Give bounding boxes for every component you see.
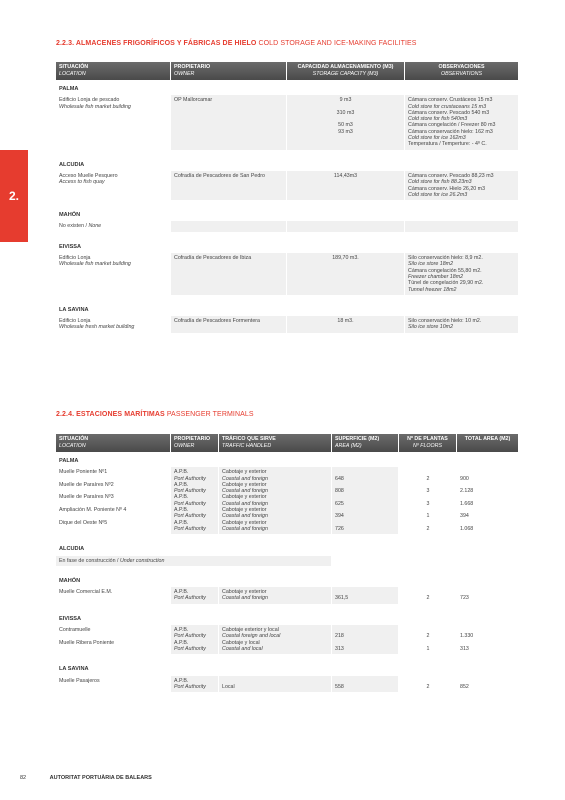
floors-cell [399,587,457,604]
text-line: Coastal and local [222,645,263,652]
text-line: Freezer chamber 18m2 [408,273,464,280]
text-line: Port Authority [174,513,206,520]
column-header-es: SUPERFICIE (M2) [335,436,380,442]
text-line: Coastal and foreign [222,513,268,520]
observations-cell [405,253,519,295]
value-line: 726 [335,525,344,532]
column-header-en: OWNER [174,443,195,449]
observations-cell [405,316,519,333]
value-line: Ampliación M. Poniente Nº 4 [59,507,127,514]
location-en: None [88,223,102,230]
text-line: Cold store for ice 26.2m3 [408,191,468,198]
area-cell [332,676,399,693]
group-row [56,610,519,625]
value-line: 189,70 m3. [332,255,359,262]
text-line: Port Authority [174,488,206,495]
value-line [59,595,168,601]
table-row [56,676,519,693]
table-header-row [56,434,519,452]
location-cell [56,316,171,333]
text-line: Cabotaje y local [222,639,260,646]
traffic-cell [219,467,332,534]
location-cell [56,676,171,693]
note-es: En fase de construcción / [59,557,119,564]
column-header [287,62,405,80]
value-line: 2 [426,683,430,690]
value-line: 361,5 [335,595,349,602]
value-line: 625 [335,500,344,507]
value-line: Muelle Comercial E.M. [59,589,113,596]
column-header-en: STORAGE CAPACITY (M3) [312,71,379,77]
column-header [219,434,332,452]
floors-cell [399,625,457,654]
capacity-cell [287,221,405,231]
text-line: Coastal and foreign [222,488,268,495]
value-line [59,684,168,690]
column-header [56,434,171,452]
text-line: Cámara conservación hielo: 162 m3 [408,128,493,135]
value-line: 313 [335,645,344,652]
location-cell [56,253,171,295]
text-line: Cabotaje y exterior [222,469,267,476]
text-line: Cold store for crustaceans 15 m3 [408,103,487,110]
value-line: 808 [335,488,344,495]
location-cell [56,95,171,149]
owner-cell [171,467,219,534]
column-header-en: LOCATION [59,71,86,77]
group-label: LA SAVINA [56,301,519,316]
text-line: Silo ice store 18m2 [408,261,454,268]
text-line: Silo conservación hielo: 8,9 m2. [408,255,483,262]
empty-cell [332,556,399,566]
page-number: 82 [20,775,27,781]
table-header-row [56,62,519,80]
column-header-es: OBSERVACIONES [438,64,485,70]
text-line: Cámara conserv. Pescado 88,23 m3 [408,172,494,179]
text-line: Cabotaje y exterior [222,589,267,596]
spacer-row [56,333,519,339]
column-header-es: CAPACIDAD ALMACENAMIENTO (M3) [297,64,394,70]
passenger-terminals-table [56,434,519,698]
table-row [56,625,519,654]
text-line: Cabotaje y exterior [222,507,267,514]
value-line: Dique del Oeste Nº5 [59,519,108,526]
section-title-passenger-terminals [56,411,254,418]
value-line: 114,43m3 [333,172,358,179]
section-title-en: PASSENGER TERMINALS [166,411,254,418]
group-label: MAHÓN [56,572,519,587]
value-line: 218 [335,633,344,640]
traffic-cell [219,676,332,693]
value-line: Muelle de Paraíres Nº2 [59,481,114,488]
text-line: Cold store for fish 88.23m3 [408,179,472,186]
location-en: Wholesale fish market building [59,261,131,268]
group-label: ALCUDIA [56,540,519,555]
text-line: A.P.B. [174,481,189,488]
group-label: LA SAVINA [56,660,519,675]
table-row [56,171,519,200]
group-row [56,301,519,316]
text-line: A.P.B. [174,589,189,596]
column-header-es: SITUACIÓN [59,64,89,70]
text-line: Coastal and foreign [222,500,268,507]
group-label: MAHÓN [56,206,519,221]
value-line: 50 m3 [338,122,353,129]
text-line: A.P.B. [174,627,189,634]
capacity-cell [287,253,405,295]
cold-storage-table [56,62,519,339]
footer-organization: AUTORITAT PORTUÀRIA DE BALEARS [49,775,152,781]
page-footer [20,775,152,781]
chapter-tab: 2. [0,150,28,242]
group-row [56,540,519,555]
section-title-cold-storage [56,40,417,47]
text-line: Cabotaje y exterior [222,481,267,488]
text-line: Cold store for ice 162m3 [408,135,466,142]
text-line: Local [222,683,235,690]
column-header-en: OWNER [174,71,195,77]
value-line: 2 [426,475,430,482]
text-line: Cold store for fish 540m3 [408,116,468,123]
empty-cell [457,556,519,566]
value-line: 723 [460,595,469,602]
traffic-cell [219,587,332,604]
text-line: Port Authority [174,500,206,507]
value-line: 852 [460,683,469,690]
text-line: Port Authority [174,525,206,532]
location-cell [56,221,171,231]
text-line: Cámara conserv. Pescado 540 m3 [408,109,490,116]
value-line: 3 [426,488,430,495]
floors-cell [399,467,457,534]
text-line: A.P.B. [174,519,189,526]
location-cell [56,587,171,604]
column-header-en: AREA (M2) [335,443,362,449]
total-area-cell [457,467,519,534]
text-line: Túnel de congelación 29,90 m2. [408,280,484,287]
value-line: 310 m3 [336,109,355,116]
location-en: Access to fish quay [59,179,105,186]
location-es: Edificio Lonja [59,318,91,325]
text-line: Coastal and foreign [222,475,268,482]
capacity-cell [287,95,405,149]
group-row [56,206,519,221]
total-area-cell [457,676,519,693]
value-line: 93 m3 [338,128,353,135]
value-line: Muelle Ribera Poniente [59,639,115,646]
text-line: Coastal and foreign [222,525,268,532]
text-line: Port Authority [174,633,206,640]
location-cell [56,467,171,534]
table-row [56,316,519,333]
value-line: Muelle Poniente Nº1 [59,469,108,476]
value-line: 18 m3. [337,318,354,325]
value-line [59,526,168,532]
total-area-cell [457,625,519,654]
area-cell [332,467,399,534]
owner-cell [171,221,287,231]
group-row [56,452,519,467]
value-line: 9 m3 [339,97,352,104]
table-row [56,587,519,604]
value-line: 2 [426,525,430,532]
observations-cell [405,171,519,200]
column-header-en: Nº FLOORS [412,443,442,449]
column-header-en: TRAFFIC HANDLED [222,443,272,449]
text-line: Coastal and foreign [222,595,268,602]
text-line: Cámara conserv. Crustáceos 15 m3 [408,97,493,104]
value-line [59,646,168,652]
value-line: 394 [460,513,469,520]
value-line: 2 [426,595,430,602]
column-header-es: PROPIETARIO [174,436,211,442]
column-header [171,62,287,80]
text-line: Tunnel freezer 18m2 [408,286,457,293]
value-line: 1 [426,645,430,652]
text-line: Silo ice store 10m2 [408,324,454,331]
observations-cell [405,221,519,231]
owner-cell: Cofradía de Pescadores de San Pedro [171,171,287,200]
column-header-es: PROPIETARIO [174,64,211,70]
text-line: A.P.B. [174,639,189,646]
empty-cell [399,556,457,566]
owner-cell [171,676,219,693]
text-line: A.P.B. [174,494,189,501]
text-line: Cabotaje y exterior [222,494,267,501]
group-row [56,572,519,587]
text-line: A.P.B. [174,469,189,476]
value-line: 1.068 [460,525,474,532]
value-line: Contramuelle [59,627,91,634]
column-header [332,434,399,452]
section-title-es: 2.2.3. ALMACENES FRIGORÍFICOS Y FÁBRICAS DE HIELO [56,40,257,47]
column-header [56,62,171,80]
table-row [56,467,519,534]
value-line: 1.330 [460,633,474,640]
group-row [56,156,519,171]
location-en: Wholesale fresh market building [59,324,135,331]
capacity-cell [287,171,405,200]
text-line: Port Authority [174,683,206,690]
group-label: EIVISSA [56,610,519,625]
owner-cell [171,625,219,654]
column-header-es: TRÁFICO QUE SIRVE [222,436,276,442]
text-line: Silo conservación hielo: 10 m2. [408,318,482,325]
text-line: Coastal foreign and local [222,633,281,640]
text-line: Cabotaje exterior y local [222,627,279,634]
column-header [405,62,519,80]
table-row [56,556,519,566]
value-line: 2 [426,633,430,640]
column-header-es: TOTAL AREA (M2) [464,436,511,442]
section-title-en: COLD STORAGE AND ICE-MAKING FACILITIES [258,40,417,47]
traffic-cell [219,625,332,654]
location-es: Edificio Lonja [59,255,91,262]
table-row [56,221,519,231]
value-line: 1.668 [460,500,474,507]
text-line: Port Authority [174,645,206,652]
value-line: 3 [426,500,430,507]
table-row [56,253,519,295]
group-label: PALMA [56,452,519,467]
owner-cell: Cofradía de Pescadores Formentera [171,316,287,333]
text-line: A.P.B. [174,507,189,514]
text-line: A.P.B. [174,677,189,684]
owner-cell: Cofradía de Pescadores de Ibiza [171,253,287,295]
owner-cell [171,587,219,604]
location-cell [56,625,171,654]
value-line: 2.128 [460,488,474,495]
location-es: Edificio Lonja de pescado [59,97,120,104]
value-line: Muelle de Paraíres Nº3 [59,494,114,501]
text-line: Cabotaje y exterior [222,519,267,526]
text-line: Port Authority [174,595,206,602]
area-cell [332,625,399,654]
group-row [56,80,519,95]
group-row [56,238,519,253]
location-en: Wholesale fish market building [59,103,131,110]
value-line: 1 [426,513,430,520]
group-row [56,660,519,675]
column-header-es: Nº DE PLANTAS [407,436,448,442]
value-line: Muelle Pasajeros [59,677,100,684]
column-header [399,434,457,452]
text-line: Cámara conserv. Hielo 26,20 m3 [408,185,486,192]
spacer-row [56,692,519,698]
text-line: Cámara congelación 55,80 m2. [408,267,482,274]
total-area-cell [457,587,519,604]
column-header-es: SITUACIÓN [59,436,89,442]
value-line: 900 [460,475,469,482]
column-header-en: OBSERVATIONS [440,71,482,77]
location-es: Acceso Muelle Pesquero [59,172,118,179]
value-line: 394 [335,513,344,520]
table-row [56,95,519,149]
text-line: Port Authority [174,475,206,482]
observations-cell [405,95,519,149]
value-line: 313 [460,645,469,652]
column-header [171,434,219,452]
value-line: 648 [335,475,344,482]
group-label: ALCUDIA [56,156,519,171]
floors-cell [399,676,457,693]
note-en: Under construction [119,557,165,564]
group-label: EIVISSA [56,238,519,253]
column-header [457,434,519,452]
text-line: Temperatura / Temperture: - 4º C. [408,141,487,148]
value-line: 558 [335,683,344,690]
section-title-es: 2.2.4. ESTACIONES MARÍTIMAS [56,411,165,418]
value-line [290,141,401,147]
location-cell [56,171,171,200]
group-label: PALMA [56,80,519,95]
owner-cell: OP Mallorcamar [171,95,287,149]
area-cell [332,587,399,604]
text-line: Cámara congelación / Freezer 80 m3 [408,122,496,129]
capacity-cell [287,316,405,333]
location-es: No existen / [59,223,87,230]
location-cell [56,556,332,566]
column-header-en: LOCATION [59,443,86,449]
